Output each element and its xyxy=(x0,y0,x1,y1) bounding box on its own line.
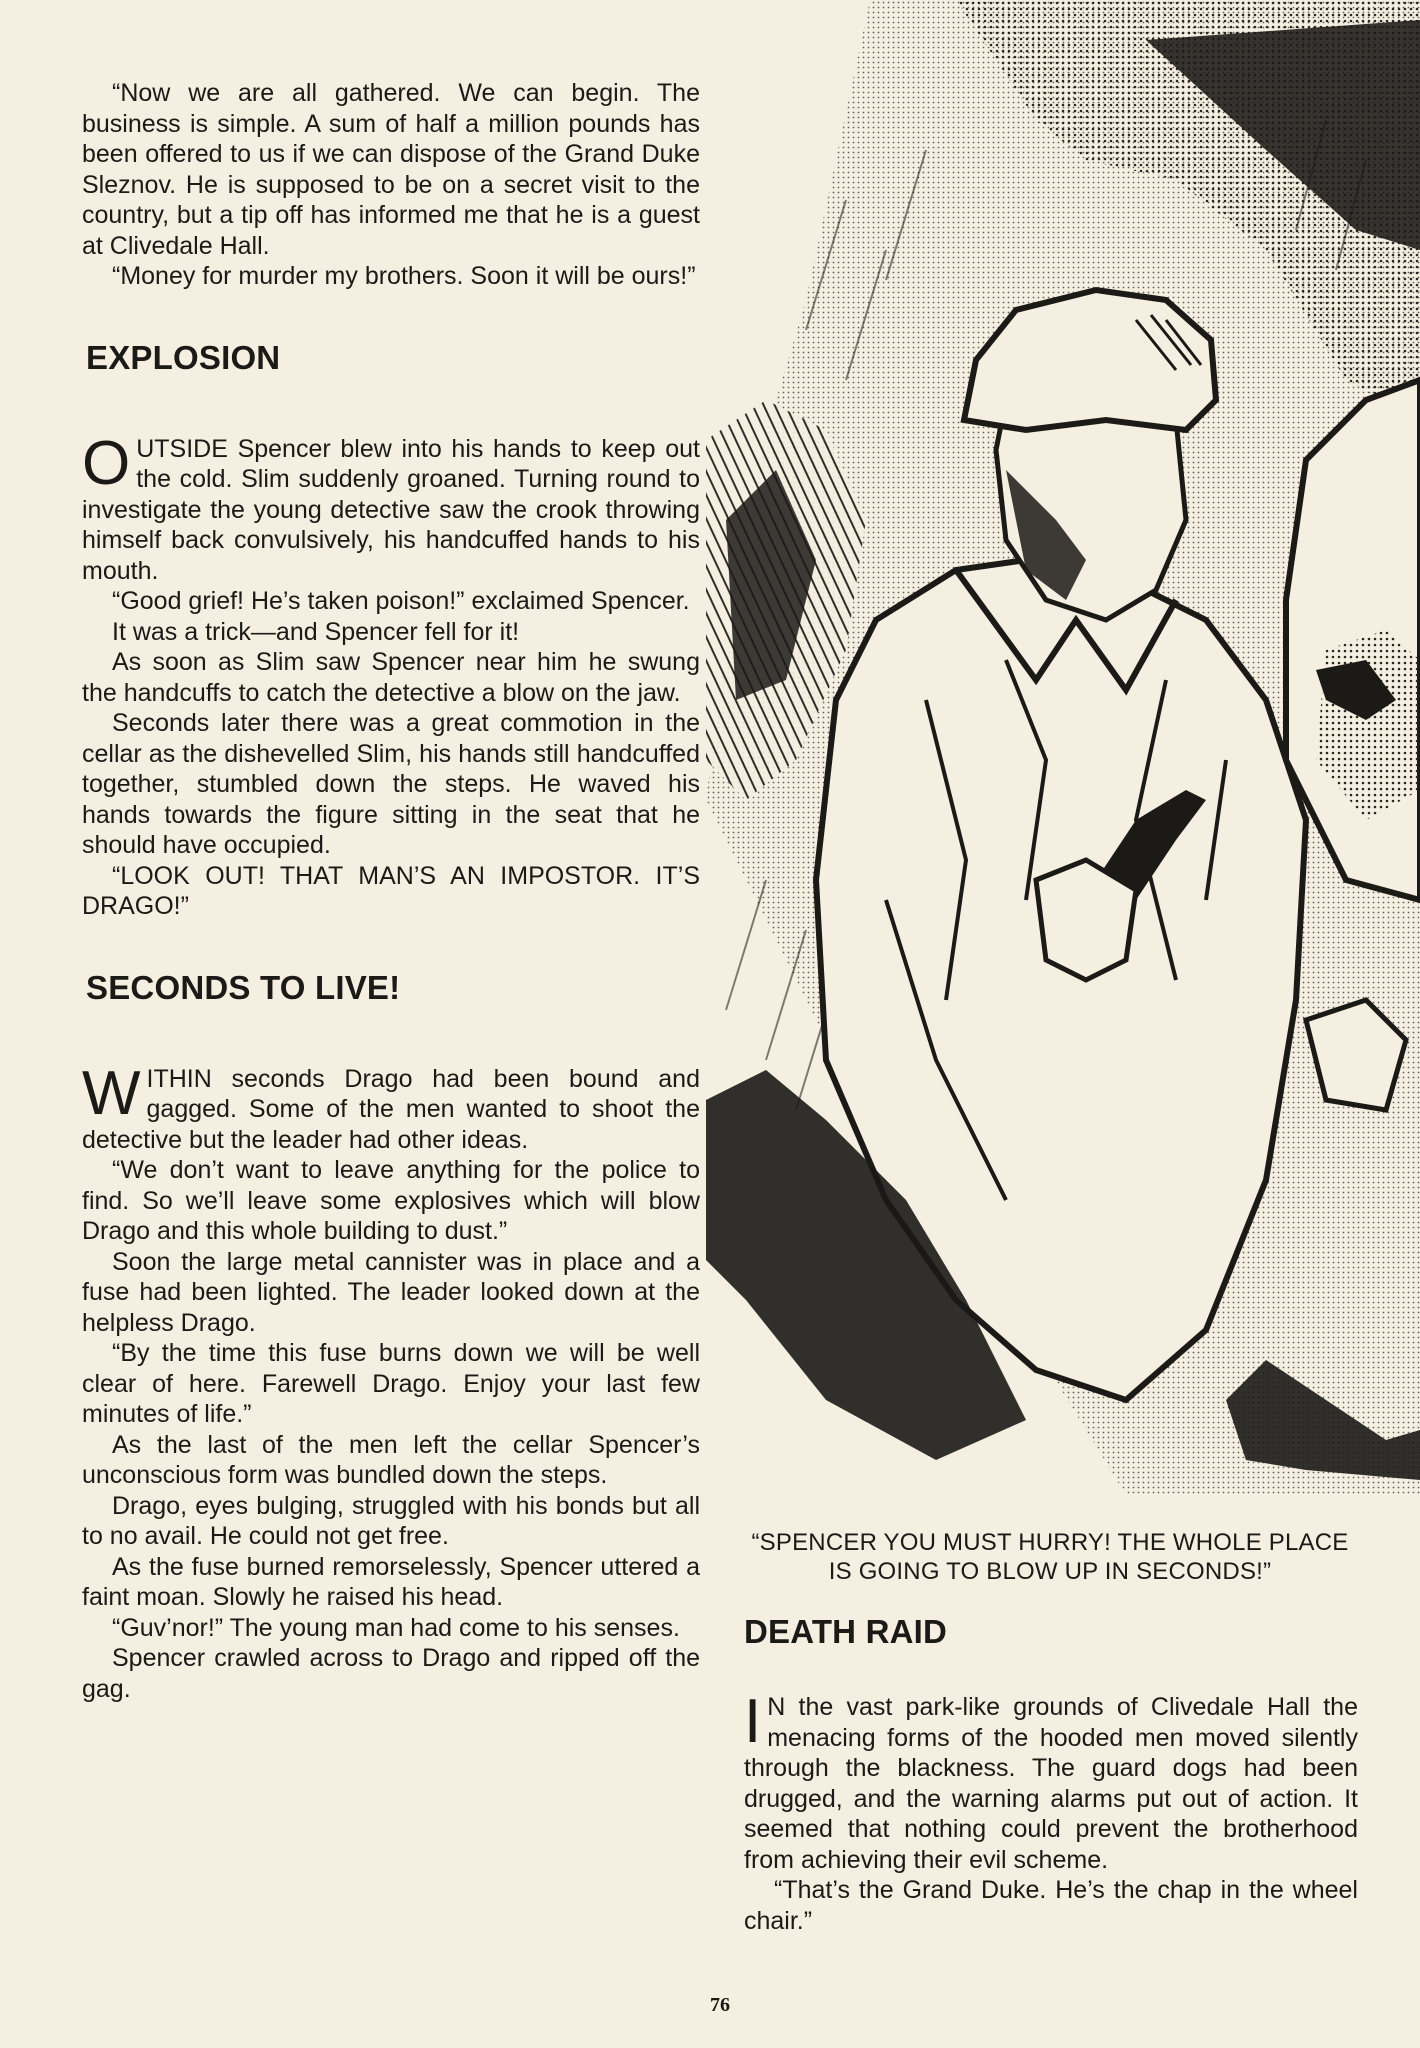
paragraph-text: N the vast park-like grounds of Clivedale Hall the menacing forms of the hooded men moved silently through the blackness. The guard dogs had been drugged, and the warning alarms put out of action. It seemed that nothing could prevent the brotherhood from achieving their evil scheme. xyxy=(744,1693,1358,1874)
section-heading-death-raid: DEATH RAID xyxy=(744,1613,948,1650)
paragraph: “Now we are all gathered. We can begin. The business is simple. A sum of half a million pounds has been offered to us if we can dispose of the Grand Duke Sleznov. He is supposed to be on a secret visit to the country, but a tip off has informed me that he is a guest at Clivedale Hall. xyxy=(82,79,700,260)
paragraph-with-drop-cap xyxy=(82,1058,700,1156)
paragraph-with-drop-cap xyxy=(82,428,700,587)
paragraph: Drago, eyes bulging, struggled with his bonds but all to no avail. He could not get free. xyxy=(82,1491,700,1550)
paragraph: Seconds later there was a great commotion in the cellar as the dishevelled Slim, his hands still handcuffed together, stumbled down the steps. He waved his hands towards the figure sitting in the seat that he should have occupied. xyxy=(82,709,700,859)
paragraph: As the fuse burned remorselessly, Spencer uttered a faint moan. Slowly he raised his head. xyxy=(82,1552,700,1611)
left-text-column xyxy=(82,78,700,1704)
section-heading-explosion: EXPLOSION xyxy=(86,338,281,376)
drop-cap: W xyxy=(82,1058,141,1128)
paragraph: “We don’t want to leave anything for the police to find. So we’ll leave some explosives which will blow Drago and this whole building to dust.” xyxy=(82,1156,700,1245)
right-text-column xyxy=(744,1612,1358,1936)
paragraph: “Guv’nor!” The young man had come to his senses. xyxy=(112,1613,680,1642)
paragraph: As soon as Slim saw Spencer near him he swung the handcuffs to catch the detective a blow on the jaw. xyxy=(82,648,700,707)
drop-cap: O xyxy=(82,428,131,498)
section-heading-seconds-to-live: SECONDS TO LIVE! xyxy=(86,968,401,1006)
illustration-caption: “SPENCER YOU MUST HURRY! THE WHOLE PLACE IS GOING TO BLOW UP IN SECONDS!” xyxy=(751,1529,1349,1585)
paragraph: “By the time this fuse burns down we will be well clear of here. Farewell Drago. Enjoy your last few minutes of life.” xyxy=(82,1339,700,1428)
paragraph-with-drop-cap xyxy=(744,1687,1358,1875)
comic-illustration xyxy=(706,0,1420,1495)
paragraph: Soon the large metal cannister was in place and a fuse had been lighted. The leader looked down at the helpless Drago. xyxy=(82,1247,700,1337)
drop-cap: I xyxy=(744,1687,762,1756)
paragraph-text: UTSIDE Spencer blew into his hands to keep out the cold. Slim suddenly groaned. Turning round to investigate the young detective saw the crook throwing himself back convulsively, his handcuffed hands to his mouth. xyxy=(82,434,700,585)
paragraph: “That’s the Grand Duke. He’s the chap in the wheel chair.” xyxy=(744,1876,1358,1935)
paragraph: “LOOK OUT! THAT MAN’S AN IMPOSTOR. IT’S DRAGO!” xyxy=(82,861,700,920)
paragraph: As the last of the men left the cellar Spencer’s unconscious form was bundled down the steps. xyxy=(82,1430,700,1489)
paragraph: It was a trick—and Spencer fell for it! xyxy=(112,617,520,646)
page-number: 76 xyxy=(710,1994,730,2016)
paragraph-text: ITHIN seconds Drago had been bound and gagged. Some of the men wanted to shoot the detective but the leader had other ideas. xyxy=(82,1064,700,1154)
paragraph: “Good grief! He’s taken poison!” exclaimed Spencer. xyxy=(112,587,690,615)
paragraph: “Money for murder my brothers. Soon it will be ours!” xyxy=(112,262,696,290)
paragraph: Spencer crawled across to Drago and ripped off the gag. xyxy=(82,1644,700,1703)
